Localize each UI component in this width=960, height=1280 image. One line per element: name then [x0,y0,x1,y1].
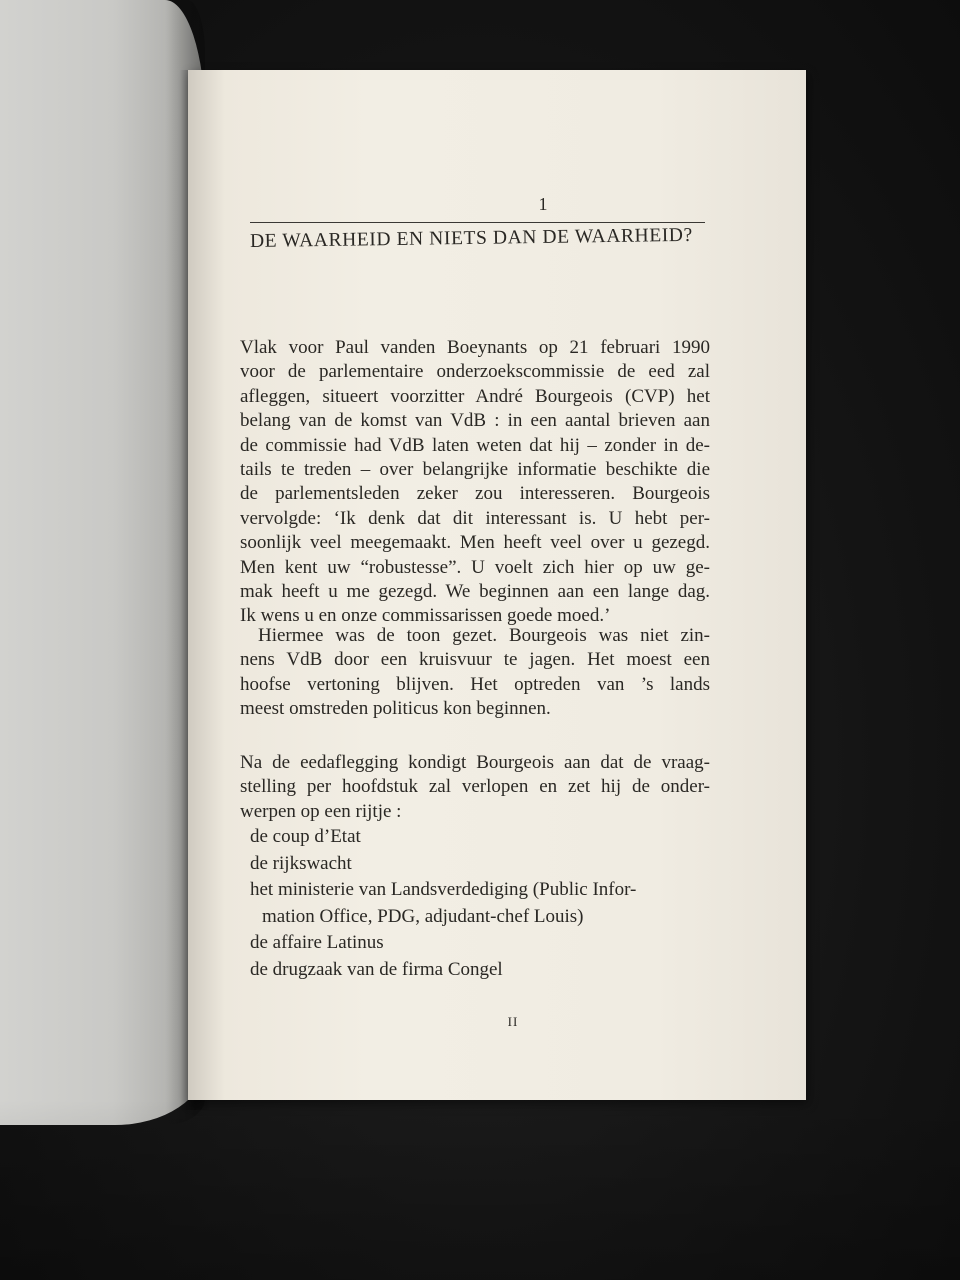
text-line: mak heeft u me gezegd. We beginnen aan een lange dag. [240,581,710,603]
text-line: tails te treden – over belangrijke informatie beschikte die [240,459,710,481]
text-line: Vlak voor Paul vanden Boeynants op 21 februari 1990 [240,337,710,358]
text-line: soonlijk veel meegemaakt. Men heeft veel over u gezegd. [240,532,710,554]
paragraph-2 [240,624,710,722]
topic-list [250,824,720,983]
text-line: werpen op een rijtje : [240,800,402,822]
page-number: II [507,1014,519,1029]
text-line: belang van de komst van VdB : in een aantal brieven aan [240,410,710,432]
paragraph-1 [240,336,710,629]
text-line: meest omstreden politicus kon beginnen. [240,698,551,720]
text-line: nens VdB door een kruisvuur te jagen. Het moest een [240,649,710,671]
text-line: hoofse vertoning blijven. Het optreden van ’s lands [240,673,710,695]
chapter-title: DE WAARHEID EN NIETS DAN DE WAARHEID? [249,224,693,252]
text-line: Na de eedaflegging kondigt Bourgeois aan dat de vraag- [240,752,710,773]
list-item: de affaire Latinus [250,932,384,953]
text-line: de parlementsleden zeker zou interesseren. Bourgeois [240,483,710,505]
chapter-rule [250,222,705,223]
chapter-number: 1 [538,194,548,214]
vignette-shadow [0,1100,960,1280]
text-line: vervolgde: ‘Ik denk dat dit interessant is. U hebt per- [240,507,710,529]
list-item: het ministerie van Landsverdediging (Public Infor- [250,879,637,900]
list-item: de rijkswacht [250,852,352,874]
list-item: de drugzaak van de firma Congel [250,958,503,980]
text-line: afleggen, situeert voorzitter André Bourgeois (CVP) het [240,385,710,407]
text-line: stelling per hoofdstuk zal verlopen en zet hij de onder- [240,776,710,798]
left-page [0,0,205,1125]
text-line: voor de parlementaire onderzoekscommissie de eed zal [240,361,710,383]
text-line: Men kent uw “robustesse”. U voelt zich hier op uw ge- [240,556,710,578]
text-line: Ik wens u en onze commissarissen goede moed.’ [240,605,611,627]
list-item-continuation: mation Office, PDG, adjudant-chef Louis) [262,905,584,927]
list-item: de coup d’Etat [250,826,361,847]
text-line: de commissie had VdB laten weten dat hij – zonder in de- [240,434,710,456]
paragraph-3 [240,751,710,824]
right-page [188,70,806,1100]
text-line: Hiermee was de toon gezet. Bourgeois was niet zin- [258,625,710,646]
